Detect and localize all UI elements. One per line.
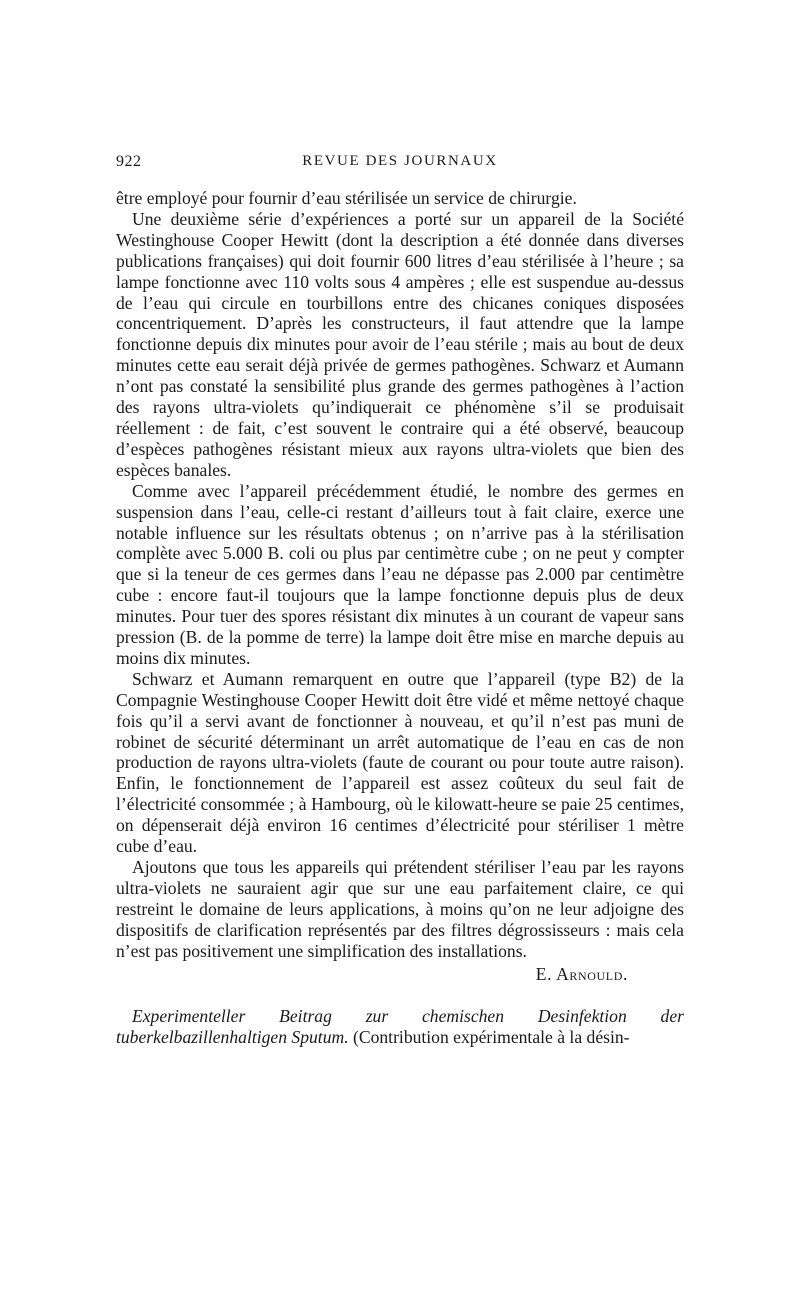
author-signature: E. Arnould. <box>535 963 628 984</box>
article-body <box>116 188 684 1066</box>
paragraph: Ajoutons que tous les appareils qui prétendent stériliser l’eau par les rayons ultra-violets ne sauraient agir que sur une eau parfaitement claire, ce qui restreint le domaine de leurs applications, à moins qu’on ne leur adjoigne des dispositifs de clarification représentés par des filtres dégrossisseurs : mais cela n’est pas positivement une simplification des installations. <box>116 857 684 961</box>
next-article-title: Experimenteller Beitrag zur chemischen Desinfektion der tuberkelbazillenhaltigen Sputum. <box>116 1006 684 1048</box>
paragraph: Schwarz et Aumann remarquent en outre que l’appareil (type B2) de la Compagnie Westinghouse Cooper Hewitt doit être vidé et même nettoyé chaque fois qu’il a servi avant de fonctionner à nouveau, et qu’il n’est pas muni de robinet de sécurité déterminant un arrêt automatique de l’eau en cas de non production de rayons ultra-violets (faute de courant ou pour toute autre raison). Enfin, le fonctionnement de l’appareil est assez coûteux du seul fait de l’électricité consommée ; à Hambourg, où le kilowatt-heure se paie 25 centimes, on dépenserait déjà environ 16 centimes d’électricité pour stériliser 1 mètre cube d’eau. <box>116 668 684 857</box>
paragraph: Comme avec l’appareil précédemment étudié, le nombre des germes en suspension dans l’eau, celle-ci restant d’ailleurs tout à fait claire, exerce une notable influence sur les résultats obtenus ; on n’arrive pas à la stérilisation complète avec 5.000 B. coli ou plus par centimètre cube ; on ne peut y compter que si la teneur de ces germes dans l’eau ne dépasse pas 2.000 par centimètre cube : encore faut-il toujours que la lampe fonctionne depuis plus de deux minutes. Pour tuer des spores résistant dix minutes à un courant de vapeur sans pression (B. de la pomme de terre) la lampe doit être mise en marche depuis au moins dix minutes. <box>116 480 684 668</box>
paragraph-continuation: être employé pour fournir d’eau stérilisée un service de chirurgie. <box>116 188 577 208</box>
paragraph: Une deuxième série d’expériences a porté sur un appareil de la Société Westinghouse Cooper Hewitt (dont la description a été donnée dans diverses publications françaises) qui doit fournir 600 litres d’eau stérilisée à l’heure ; sa lampe fonctionne avec 110 volts sous 4 ampères ; elle est suspendue au-dessus de l’eau qui circule en tourbillons entre des chicanes coniques disposées concentriquement. D’après les constructeurs, il faut attendre que la lampe fonctionne depuis dix minutes pour avoir de l’eau stérile ; mais au bout de deux minutes cette eau serait déjà privée de germes pathogènes. Schwarz et Aumann n’ont pas constaté la sensibilité plus grande des germes pathogènes à l’action des rayons ultra-violets qu’indiquerait ce phénomène s’il se produisait réellement : de fait, c’est souvent le contraire qui a été observé, beaucoup d’espèces pathogènes résistant mieux aux rayons ultra-violets que bien des espèces banales. <box>116 208 684 480</box>
page-header <box>116 153 684 177</box>
next-article-continuation: (Contribution expérimentale à la désin- <box>348 1027 630 1048</box>
running-title: REVUE DES JOURNAUX <box>302 153 498 169</box>
page-number: 922 <box>116 153 142 170</box>
next-article-start <box>116 1006 684 1048</box>
